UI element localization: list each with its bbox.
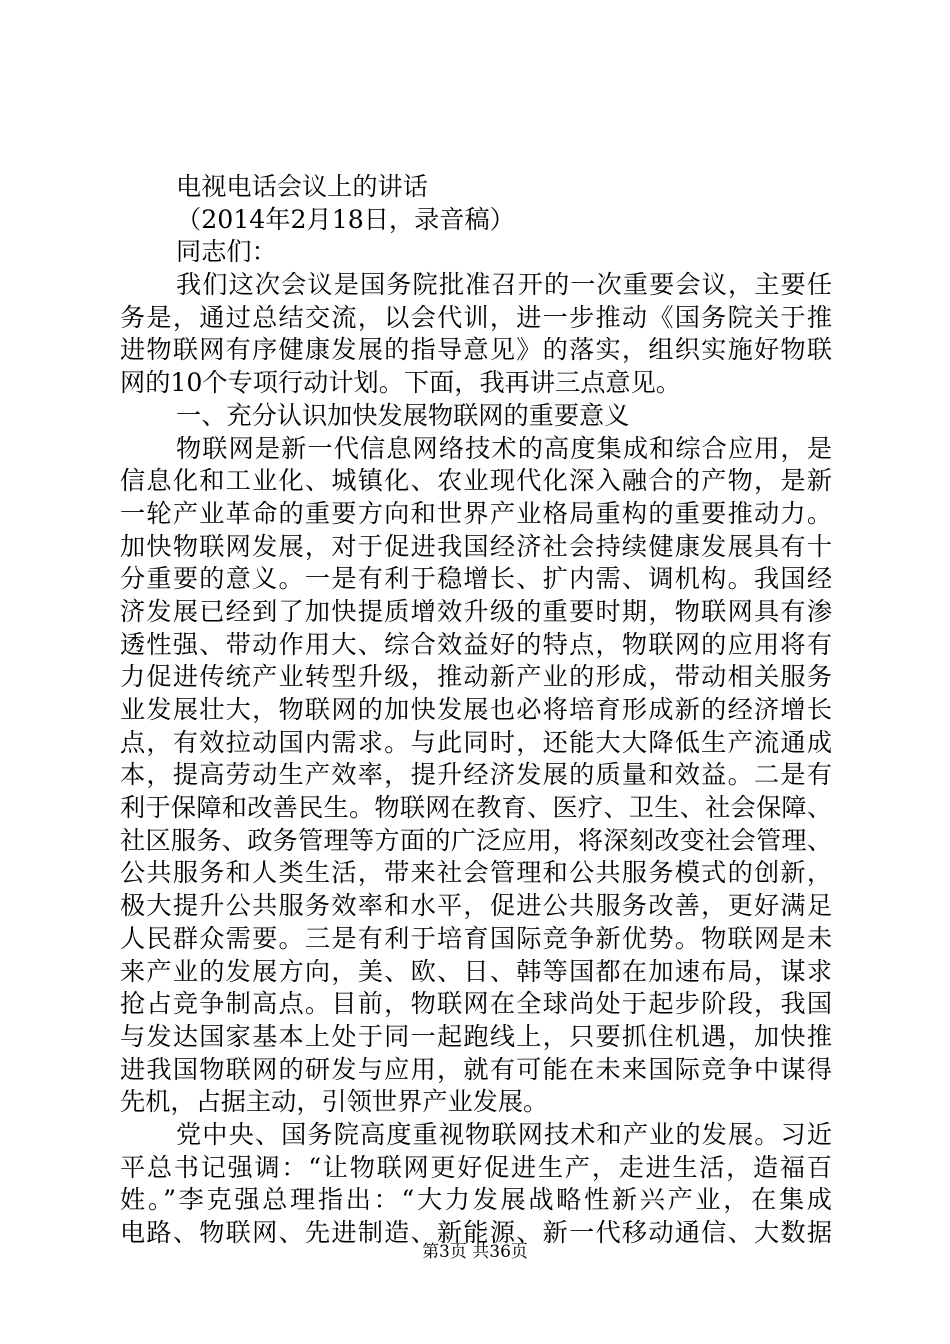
document-body	[120, 171, 832, 1250]
text-line: 网的10个专项行动计划。下面，我再讲三点意见。	[120, 368, 681, 398]
text-line: 业发展壮大，物联网的加快发展也必将培育形成新的经济增长	[120, 695, 832, 724]
text-line: 公共服务和人类生活，带来社会管理和公共服务模式的创新，	[120, 858, 832, 888]
text-line: 同志们：	[176, 237, 277, 267]
text-line: 力促进传统产业转型升级，推动新产业的形成，带动相关服务	[120, 662, 832, 692]
text-line: 加快物联网发展，对于促进我国经济社会持续健康发展具有十	[120, 531, 832, 561]
text-line: 我们这次会议是国务院批准召开的一次重要会议，主要任	[176, 270, 832, 300]
text-line: 点，有效拉动国内需求。与此同时，还能大大降低生产流通成	[120, 727, 832, 757]
text-line: 姓。”李克强总理指出：“大力发展战略性新兴产业，在集成	[120, 1185, 832, 1215]
text-line: 济发展已经到了加快提质增效升级的重要时期，物联网具有渗	[120, 596, 832, 626]
text-line: 与发达国家基本上处于同一起跑线上，只要抓住机遇，加快推	[120, 1021, 832, 1051]
text-line: 利于保障和改善民生。物联网在教育、医疗、卫生、社会保障、	[120, 793, 832, 823]
text-line: 务是，通过总结交流，以会代训，进一步推动《国务院关于推	[120, 302, 832, 332]
text-line: 人民群众需要。三是有利于培育国际竞争新优势。物联网是未	[120, 923, 832, 953]
text-line: 物联网是新一代信息网络技术的高度集成和综合应用，是	[176, 433, 832, 463]
text-line: 透性强、带动作用大、综合效益好的特点，物联网的应用将有	[120, 629, 832, 659]
text-line: 分重要的意义。一是有利于稳增长、扩内需、调机构。我国经	[120, 564, 832, 594]
page-number-footer: 第3页 共36页	[422, 1242, 528, 1262]
text-line: 一轮产业革命的重要方向和世界产业格局重构的重要推动力。	[120, 498, 832, 528]
text-line: 电视电话会议上的讲话	[176, 172, 428, 201]
text-line: 极大提升公共服务效率和水平，促进公共服务改善，更好满足	[120, 891, 832, 921]
text-line: 来产业的发展方向，美、欧、日、韩等国都在加速布局，谋求	[120, 956, 832, 986]
text-line: 平总书记强调：“让物联网更好促进生产，走进生活，造福百	[120, 1152, 832, 1182]
text-line: 社区服务、政务管理等方面的广泛应用，将深刻改变社会管理、	[120, 825, 832, 855]
text-line: 党中央、国务院高度重视物联网技术和产业的发展。习近	[176, 1119, 832, 1149]
text-line: 一、充分认识加快发展物联网的重要意义	[176, 400, 630, 430]
text-line: 进物联网有序健康发展的指导意见》的落实，组织实施好物联	[120, 335, 832, 365]
text-line: 本，提高劳动生产效率，提升经济发展的质量和效益。二是有	[120, 760, 832, 790]
text-line: 先机，占据主动，引领世界产业发展。	[120, 1087, 549, 1117]
text-line: 信息化和工业化、城镇化、农业现代化深入融合的产物，是新	[120, 466, 832, 496]
text-line: 电路、物联网、先进制造、新能源、新一代移动通信、大数据	[120, 1218, 832, 1247]
text-line: 进我国物联网的研发与应用，就有可能在未来国际竞争中谋得	[120, 1054, 832, 1084]
text-line: 抢占竞争制高点。目前，物联网在全球尚处于起步阶段，我国	[120, 989, 832, 1019]
text-line: （2014年2月18日，录音稿）	[176, 204, 515, 234]
